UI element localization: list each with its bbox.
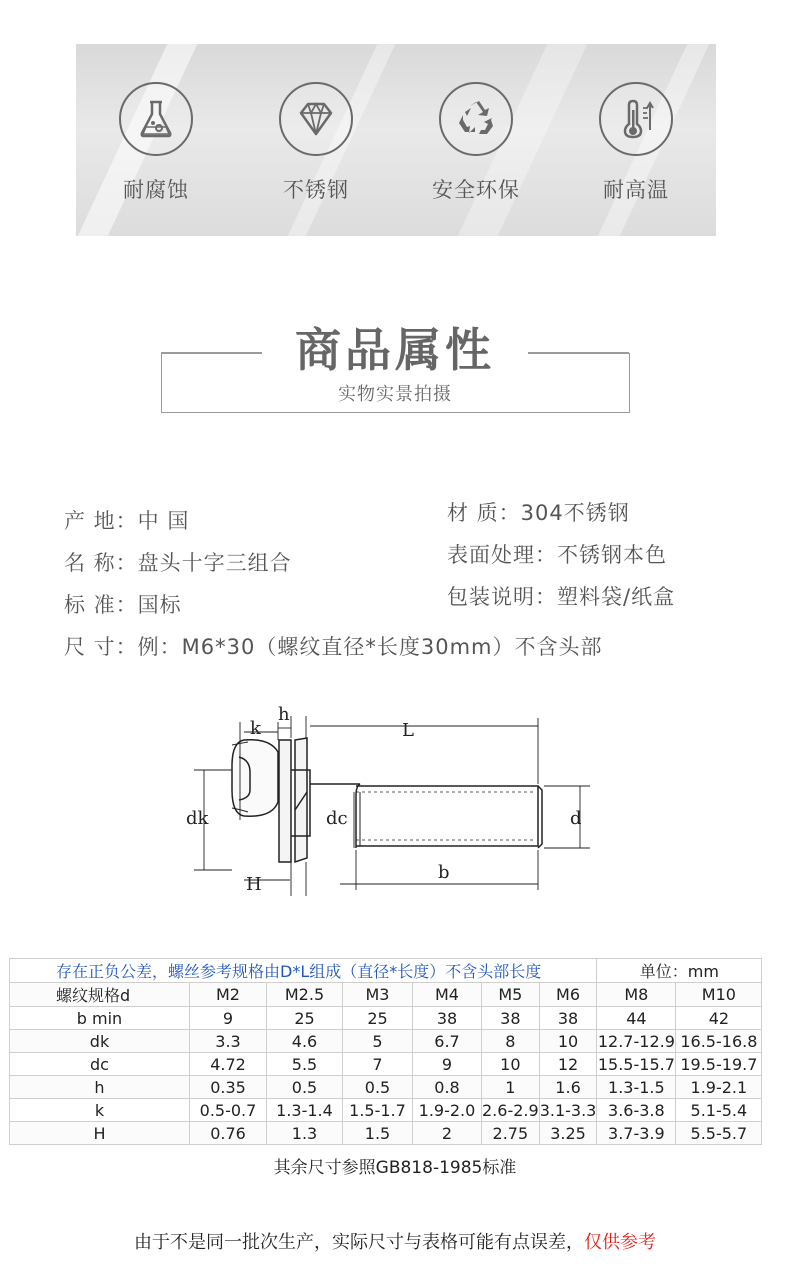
table-cell: h [10,1076,190,1099]
feature-heat-resistant [556,82,716,204]
flask-icon [119,82,193,156]
label-d: d [570,808,582,829]
section-title: 商品属性 [262,322,528,378]
table-row [10,1122,762,1145]
label-H: H [246,874,262,895]
table-cell: 3.3 [190,1030,267,1053]
table-cell: 38 [539,1007,597,1030]
table-header-cell: M3 [343,983,413,1007]
feature-label: 安全环保 [432,178,520,202]
table-cell: 0.76 [190,1122,267,1145]
feature-stainless-steel [236,82,396,204]
table-cell: dc [10,1053,190,1076]
table-cell: 1.9-2.1 [676,1076,762,1099]
table-cell: 2.6-2.9 [482,1100,539,1120]
table-cell: 15.5-15.7 [597,1054,675,1074]
table-header-cell: 螺纹规格d [10,983,190,1007]
table-header-cell: M5 [482,983,540,1007]
table-row [10,1076,762,1099]
table-cell: 1.9-2.0 [413,1099,482,1122]
table-cell: 0.8 [413,1076,482,1099]
attr-size: 尺 寸：例：M6*30（螺纹直径*长度30mm）不含头部 [64,635,603,659]
feature-label: 耐高温 [603,178,669,202]
table-header-cell: M8 [597,983,676,1007]
screw-dimension-diagram [180,700,620,900]
table-header-cell: M6 [539,983,597,1007]
disclaimer-text: 由于不是同一批次生产，实际尺寸与表格可能有点误差， [134,1232,584,1253]
feature-banner [76,44,716,236]
attr-name: 名 称：盘头十字三组合 [64,551,292,575]
table-row [10,1030,762,1053]
table-cell: 5.5 [267,1053,343,1076]
table-cell: 19.5-19.7 [676,1053,762,1076]
table-cell: 4.72 [190,1053,267,1076]
label-dk: dk [186,808,209,829]
table-cell: 38 [482,1007,540,1030]
table-cell: 0.5 [343,1076,413,1099]
table-header-cell: M2.5 [267,983,343,1007]
table-cell: 12.7-12.9 [597,1031,675,1051]
spec-table [9,958,762,1145]
table-cell: 3.6-3.8 [597,1099,676,1122]
table-cell: 0.35 [190,1076,267,1099]
table-cell: 10 [539,1030,597,1053]
table-cell: 10 [482,1053,540,1076]
table-cell: 8 [482,1030,540,1053]
table-cell: k [10,1099,190,1122]
diamond-icon [279,82,353,156]
table-cell: 16.5-16.8 [676,1030,762,1053]
table-cell: 2 [413,1122,482,1145]
title-line-right [527,352,629,354]
table-cell: 4.6 [267,1030,343,1053]
table-cell: 7 [343,1053,413,1076]
recycle-icon [439,82,513,156]
disclaimer-footnote [0,1228,790,1254]
attr-material: 材 质：304不锈钢 [447,501,630,525]
table-cell: 5.1-5.4 [676,1099,762,1122]
attr-packing: 包装说明：塑料袋/纸盒 [447,585,676,609]
label-h: h [278,704,290,725]
table-cell: b min [10,1007,190,1030]
table-cell: 25 [343,1007,413,1030]
table-cell: 0.5-0.7 [190,1099,267,1122]
table-cell: 1.5-1.7 [343,1099,413,1122]
disclaimer-highlight: 仅供参考 [584,1232,656,1253]
label-b: b [438,862,450,883]
table-row [10,1099,762,1122]
table-cell: 25 [267,1007,343,1030]
thermometer-icon [599,82,673,156]
table-cell: 1.3 [267,1122,343,1145]
table-cell: 1.5 [343,1122,413,1145]
table-header-row [10,983,762,1007]
tolerance-note: 存在正负公差，螺丝参考规格由D*L组成（直径*长度）不含头部长度 [10,959,597,983]
table-cell: 1.3-1.5 [597,1076,676,1099]
table-cell: 1.6 [539,1076,597,1099]
table-cell: 3.25 [539,1122,597,1145]
table-cell: 1 [482,1076,540,1099]
table-header-cell: M2 [190,983,267,1007]
unit-label: 单位：mm [597,959,762,983]
table-cell: 0.5 [267,1076,343,1099]
feature-label: 不锈钢 [283,178,349,202]
attr-surface: 表面处理：不锈钢本色 [447,543,667,567]
label-k: k [250,718,261,739]
table-cell: 3.1-3.3 [539,1100,597,1120]
table-cell: 5 [343,1030,413,1053]
title-line-left [161,352,263,354]
table-header-cell: M4 [413,983,482,1007]
attr-standard: 标 准：国标 [64,593,182,617]
table-cell: 6.7 [413,1030,482,1053]
feature-eco-friendly [396,82,556,204]
standard-caption: 其余尺寸参照GB818-1985标准 [273,1158,517,1178]
table-cell: 9 [413,1053,482,1076]
table-cell: 38 [413,1007,482,1030]
label-L: L [402,720,414,741]
table-note-row [10,959,762,983]
table-cell: 1.3-1.4 [267,1099,343,1122]
feature-label: 耐腐蚀 [123,178,189,202]
feature-corrosion-resistant [76,82,236,204]
label-dc: dc [326,808,348,829]
table-cell: 9 [190,1007,267,1030]
table-cell: 3.7-3.9 [597,1122,676,1145]
table-row [10,1053,762,1076]
table-cell: dk [10,1030,190,1053]
table-cell: 42 [676,1007,762,1030]
table-cell: 5.5-5.7 [676,1122,762,1145]
table-header-cell: M10 [676,983,762,1007]
table-cell: 12 [539,1053,597,1076]
table-row [10,1007,762,1030]
table-cell: 44 [597,1007,676,1030]
section-subtitle: 实物实景拍摄 [338,384,452,405]
table-cell: H [10,1122,190,1145]
attr-origin: 产 地：中 国 [64,509,190,533]
table-cell: 2.75 [482,1122,540,1145]
